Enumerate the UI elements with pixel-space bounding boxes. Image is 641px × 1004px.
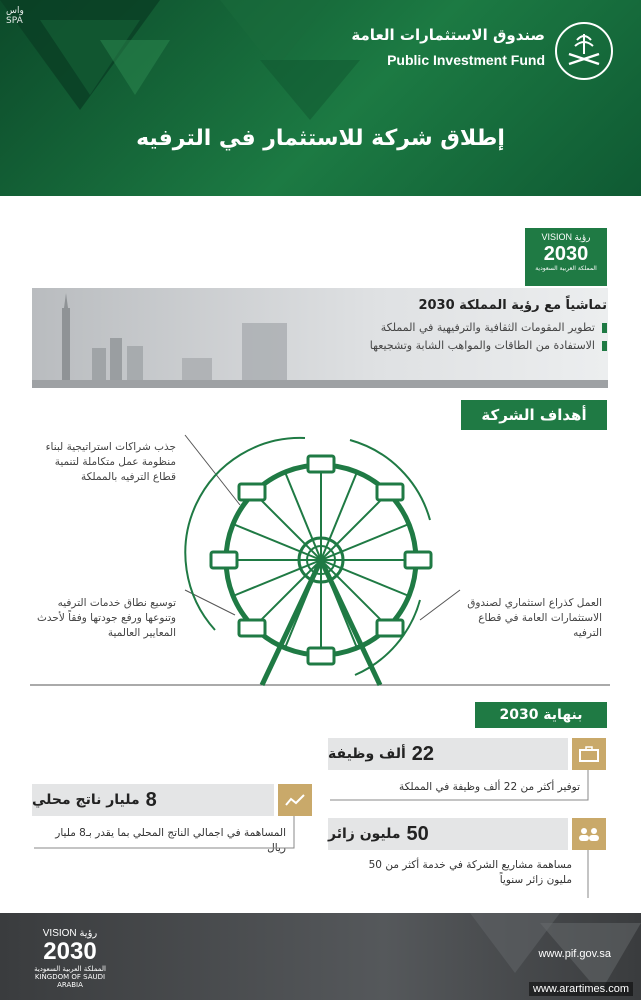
stat-gdp-label: مليار ناتج محلي <box>32 792 140 808</box>
stat-visitors <box>328 818 568 850</box>
stat-jobs-label: ألف وظيفة <box>328 746 406 762</box>
alignment-point: تطوير المقومات الثقافية والترفيهية في المملكة <box>287 319 607 337</box>
stat-gdp-desc: المساهمة في اجمالي الناتج المحلي بما يقدر بـ8 مليار ريال <box>55 827 286 854</box>
chart-line-icon <box>278 784 312 816</box>
header-banner <box>0 0 641 196</box>
alignment-heading: تماشياً مع رؤية المملكة 2030 <box>418 298 607 313</box>
goal-item: جذب شراكات استراتيجية لبناء منظومة عمل متكاملة لتنمية قطاع الترفيه بالمملكة <box>45 441 176 483</box>
page-title: إطلاق شركة للاستثمار في الترفيه <box>136 125 505 151</box>
stat-jobs-number: 22 <box>411 742 435 765</box>
vision-alignment <box>287 298 607 355</box>
goal-item: العمل كذراع استثماري لصندوق الاستثمارات العامة في قطاع الترفيه <box>467 597 602 639</box>
spa-logo: واس SPA <box>6 6 24 26</box>
stat-visitors-label: مليون زائر <box>328 826 401 842</box>
footer-vision-logo <box>30 928 110 989</box>
footer-url[interactable]: www.pif.gov.sa <box>538 948 611 960</box>
stat-jobs-desc: توفير أكثر من 22 ألف وظيفة في المملكة <box>398 781 580 793</box>
briefcase-icon <box>572 738 606 770</box>
stat-jobs-connector <box>330 770 590 802</box>
alignment-point: الاستفادة من الطاقات والمواهب الشابة وتشجيعها <box>287 337 607 355</box>
ferris-wheel-illustration <box>0 390 641 700</box>
vision-2030-badge <box>525 228 607 286</box>
stat-gdp-number: 8 <box>145 788 157 811</box>
stat-visitors-desc: مساهمة مشاريع الشركة في خدمة أكثر من 50 مليون زائر سنوياً <box>368 859 572 886</box>
org-name-en: Public Investment Fund <box>387 52 545 68</box>
stat-jobs <box>328 738 568 770</box>
stat-visitors-number: 50 <box>406 822 429 845</box>
footer-vision-sub: المملكة العربية السعودية KINGDOM OF SAUDI ARABIA <box>34 965 106 989</box>
org-name-ar: صندوق الاستثمارات العامة <box>351 26 545 44</box>
goals-label: أهداف الشركة <box>461 400 607 430</box>
vision-badge-top: VISION رؤية <box>541 232 591 242</box>
end-2030-label: بنهاية 2030 <box>475 702 607 728</box>
footer-vision-top: VISION رؤية <box>42 928 98 939</box>
people-icon <box>572 818 606 850</box>
stat-gdp <box>32 784 274 816</box>
vision-badge-sub: المملكة العربية السعودية <box>535 265 597 272</box>
stat-visitors-connector <box>330 850 590 900</box>
goal-item: توسيع نطاق خدمات الترفيه وتنوعها ورفع جودتها وفقاً لأحدث المعايير العالمية <box>36 597 176 639</box>
footer-vision-year: 2030 <box>43 938 97 965</box>
stat-gdp-connector <box>34 816 296 850</box>
title-bar <box>0 118 641 158</box>
saudi-emblem-icon <box>555 22 613 80</box>
watermark: www.arartimes.com <box>529 982 633 996</box>
vision-badge-year: 2030 <box>543 243 589 265</box>
